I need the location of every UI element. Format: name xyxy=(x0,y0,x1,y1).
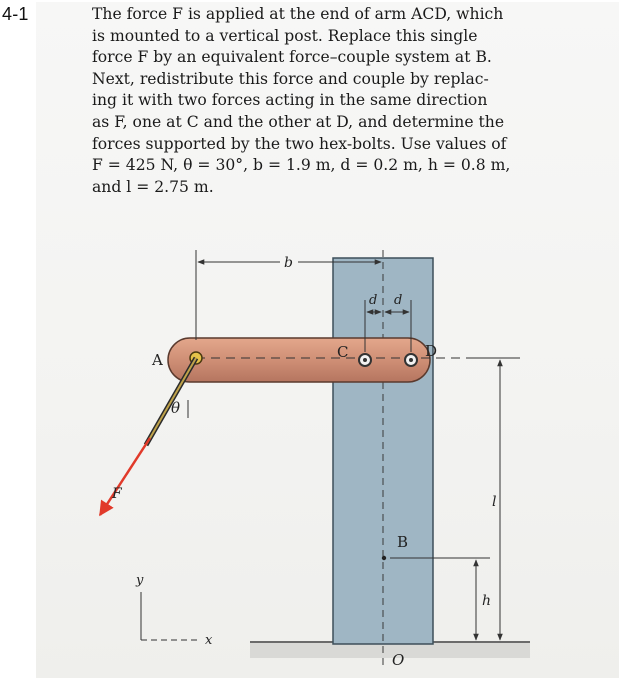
point-b xyxy=(382,556,386,560)
label-f: F xyxy=(112,486,122,502)
label-d-second: d xyxy=(394,293,403,308)
label-c: C xyxy=(337,343,349,361)
label-l: l xyxy=(492,494,497,510)
label-x: x xyxy=(205,633,213,648)
problem-line: and l = 2.75 m. xyxy=(92,177,214,196)
label-b-dimension: b xyxy=(284,255,293,271)
problem-line: force F by an equivalent force–couple system at B. xyxy=(92,48,492,67)
label-h: h xyxy=(482,593,492,609)
label-a: A xyxy=(152,351,163,369)
force-f-arrow xyxy=(100,438,150,515)
problem-line: as F, one at C and the other at D, and determine the xyxy=(92,112,505,131)
problem-number: 4-1 xyxy=(2,4,29,24)
problem-line: ing it with two forces acting in the same direction xyxy=(92,91,488,110)
label-y: y xyxy=(136,573,144,588)
bolt-c-center xyxy=(363,358,367,362)
problem-line: Next, redistribute this force and couple by replac- xyxy=(92,69,489,88)
problem-line: forces supported by the two hex-bolts. Use values of xyxy=(92,134,507,153)
problem-line: The force F is applied at the end of arm ACD, which xyxy=(92,5,504,23)
label-d: D xyxy=(425,342,438,360)
label-o: O xyxy=(392,651,405,669)
problem-line: F = 425 N, θ = 30°, b = 1.9 m, d = 0.2 m, h = 0.8 m, xyxy=(92,156,511,175)
arm-acd xyxy=(168,338,430,382)
label-b: B xyxy=(397,533,409,551)
problem-line: is mounted to a vertical post. Replace this single xyxy=(92,26,478,45)
label-theta: θ xyxy=(171,399,181,417)
label-d-first: d xyxy=(369,293,378,308)
bolt-d-center xyxy=(409,358,413,362)
